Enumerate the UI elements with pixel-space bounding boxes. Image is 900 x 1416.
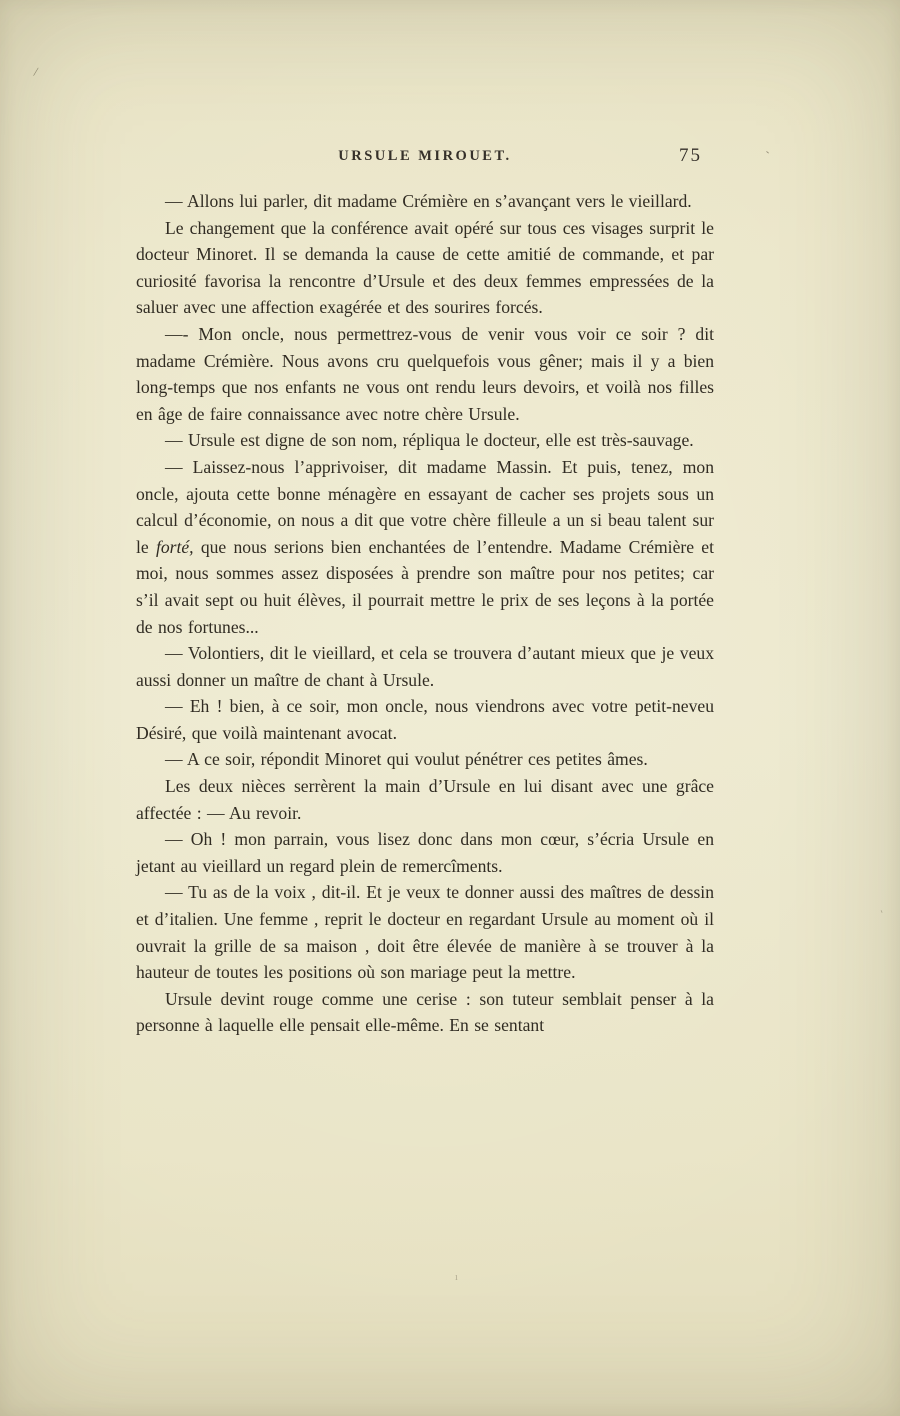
paragraph [136, 746, 714, 773]
paragraph-run-italic: forté, [155, 536, 194, 557]
paragraph-run: — Eh ! bien, à ce soir, mon oncle, nous viendrons avec votre petit-neveu Désiré, que voilà maintenant avocat. [136, 696, 714, 743]
running-title: URSULE MIROUET. [338, 148, 512, 164]
paragraph-run: — Oh ! mon parrain, vous lisez donc dans mon cœur, s’écria Ursule en jetant au vieillard un regard plein de remercîments. [136, 829, 714, 876]
paragraph [136, 454, 714, 640]
paragraph [136, 986, 714, 1039]
paragraph-run: Le changement que la conférence avait opéré sur tous ces visages surprit le docteur Minoret. Il se demanda la cause de cette amitié de commande, et par curiosité favorisa la rencontre d’Ursule et des deux femmes empressées de la saluer avec une affection exagérée et des sourires forcés. [136, 217, 714, 318]
paragraph-run: — Ursule est digne de son nom, répliqua le docteur, elle est très-sauvage. [165, 430, 694, 451]
paragraph-run: — Tu as de la voix , dit-il. Et je veux te donner aussi des maîtres de dessin et d’italien. Une femme , reprit le docteur en regardant Ursule au moment où il ouvrait la grille de sa maison , doit être élevée de manière à se trouver à la hauteur de toutes les positions où son mariage peut la mettre. [136, 882, 714, 983]
paragraph [136, 773, 714, 826]
book-page [136, 145, 714, 1039]
paragraph [136, 215, 714, 321]
paragraph-run: — Allons lui parler, dit madame Crémière en s’avançant vers le vieillard. [165, 191, 692, 211]
paragraph-run: — Laissez-nous l’apprivoiser, dit madame Massin. Et puis, tenez, mon oncle, ajouta cette bonne ménagère en essayant de cacher ses projets sous un calcul d’économie, on nous a dit que votre chère filleule a un si beau talent sur le [136, 456, 714, 557]
paragraph [136, 826, 714, 879]
page-text [136, 188, 714, 1039]
paragraph [136, 321, 714, 427]
scan-artifact-tick: ı [455, 1272, 458, 1283]
paragraph-run: Ursule devint rouge comme une cerise : son tuteur semblait penser à la personne à laquelle elle pensait elle-même. En se sentant [136, 988, 714, 1036]
paragraph [136, 427, 714, 454]
paragraph [136, 188, 714, 215]
paragraph-run: —- Mon oncle, nous permettrez-vous de venir vous voir ce soir ? dit madame Crémière. Nous avons cru quelquefois vous gêner; mais il y a bien long-temps que nos enfants ne vous ont rendu leurs devoirs, et voilà nos filles en âge de faire connaissance avec notre chère Ursule. [136, 323, 714, 424]
paragraph-run: Les deux nièces serrèrent la main d’Ursule en lui disant avec une grâce affectée : — Au revoir. [136, 776, 714, 823]
paragraph [136, 879, 714, 985]
paragraph [136, 693, 714, 746]
paragraph [136, 640, 714, 693]
paragraph-run: que nous serions bien enchantées de l’entendre. Madame Crémière et moi, nous sommes assez disposées à prendre son maître pour nos petites; car s’il avait sept ou huit élèves, il pourrait mettre le prix de ses leçons à la portée de nos fortunes... [136, 536, 714, 637]
page-number: 75 [679, 145, 702, 166]
page-header [136, 145, 714, 178]
scan-artifact-tick: - [875, 907, 888, 916]
scan-artifact-slash: / [32, 63, 40, 80]
paragraph-run: — A ce soir, répondit Minoret qui voulut pénétrer ces petites âmes. [165, 749, 648, 770]
paragraph-run: — Volontiers, dit le vieillard, et cela se trouvera d’autant mieux que je veux aussi donner un maître de chant à Ursule. [136, 643, 714, 690]
scan-artifact-tick: - [762, 146, 774, 158]
